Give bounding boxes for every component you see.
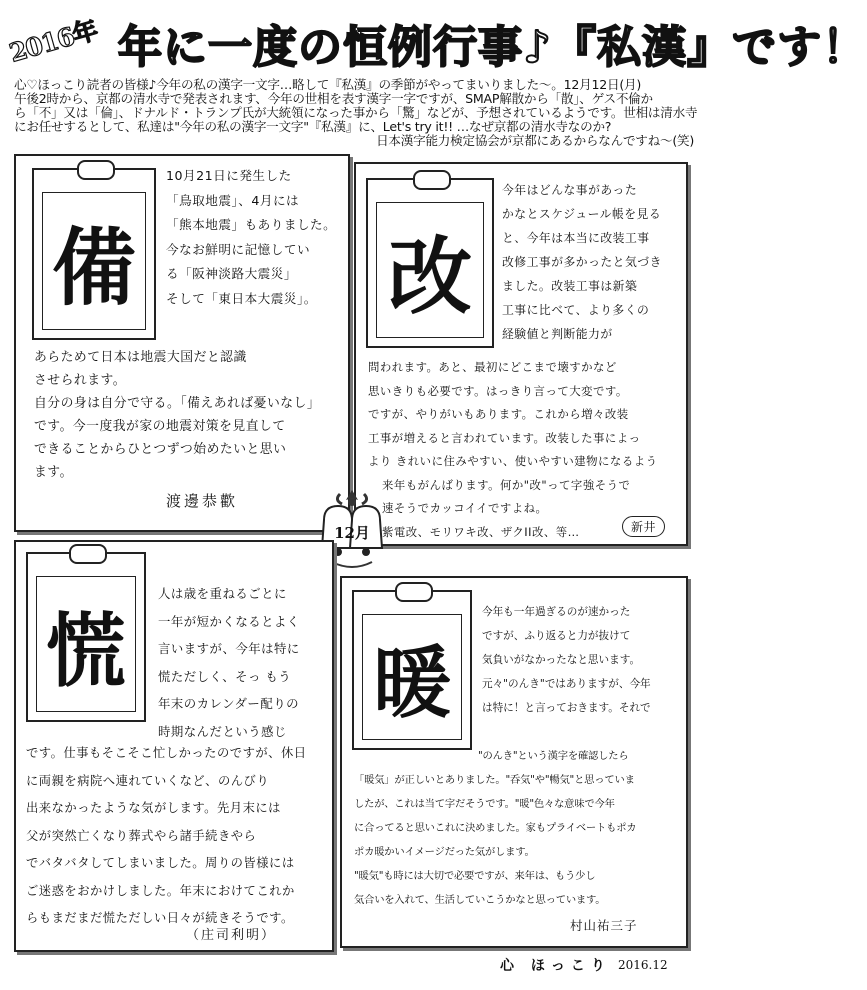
essay-line: 気合いを入れて、生活していこうかなと思っています。: [354, 894, 606, 906]
essay-line: ます。: [34, 465, 73, 480]
essay-line: 「暖気」が正しいとありました。"呑気"や"暢気"と思っていま: [354, 774, 635, 786]
essay-line: ですが、ふり返ると力が抜けて: [482, 630, 631, 642]
essay-line: 今年も一年過ぎるのが速かった: [482, 606, 631, 618]
intro-line: 午後2時から、京都の清水寺で発表されます、今年の世相を表す漢字一字ですが、SMAP解散から「散」、ゲス不倫か: [14, 91, 653, 106]
essay-line: 元々"のんき"ではありますが、今年: [482, 678, 651, 690]
footer-brand: 心 ほっこり: [500, 958, 611, 974]
essay-text-upper: [158, 580, 328, 745]
essay-panel-3: [14, 540, 334, 952]
essay-panel-4: [340, 576, 688, 948]
essay-line: "のんき"という漢字を確認したら: [478, 750, 629, 762]
essay-line: る「阪神淡路大震災」: [166, 266, 297, 281]
essay-line: らもまだまだ慌ただしい日々が続きそうです。: [26, 911, 294, 925]
essay-line: 年末のカレンダー配りの: [158, 696, 299, 711]
essay-line: 出来なかったような気がします。先月末には: [26, 801, 281, 815]
essay-line: 改修工事が多かったと気づき: [502, 255, 662, 269]
essay-line: でバタバタしてしまいました。周りの皆様には: [26, 856, 295, 870]
essay-line: に両親を病院へ連れていくなど、のんびり: [26, 773, 270, 788]
badge-label: 12月: [334, 524, 370, 542]
frame-clip: [69, 544, 107, 564]
essay-line: 経験値と判断能力が: [502, 327, 613, 341]
essay-line: 今なお鮮明に記憶してい: [166, 241, 311, 257]
intro-line: ら「不」又は「倫」、ドナルド・トランプ氏が大統領になった事から「驚」などが、予想されているようです。世相は清水寺: [14, 105, 698, 120]
essay-line: 工事が増えると言われています。改装した事によっ: [368, 430, 641, 445]
essay-line: は特に！と言っておきます。それで: [482, 702, 651, 714]
kanji-character: 暖: [372, 638, 451, 729]
intro-line: にお任せするとして、私達は"今年の私の漢字一文字"『私漢』に、Let's try it!! …なぜ京都の清水寺なのか?: [14, 119, 612, 134]
essay-line: あらためて日本は地震大国だと認識: [34, 350, 247, 365]
intro-line: 日本漢字能力検定協会が京都にあるからなんですね～(笑): [376, 133, 694, 148]
footer-date: 2016.12: [618, 958, 668, 972]
essay-line: できることからひとつずつ始めたいと思い: [34, 442, 287, 457]
essay-line: 「熊本地震」もありました。: [166, 217, 337, 232]
essay-line: 今年はどんな事があった: [502, 183, 638, 197]
signature: （庄司利明）: [186, 928, 277, 943]
essay-line: ご迷惑をおかけしました。年末におけてこれか: [26, 883, 295, 898]
essay-panel-2: [354, 162, 688, 546]
essay-line: 人は歳を重ねるごとに: [158, 586, 287, 601]
kanji-frame: [26, 552, 146, 722]
essay-line: ました。改装工事は新築: [502, 279, 638, 293]
essay-line: 「鳥取地震」、4月には: [166, 192, 300, 208]
kanji-frame: [352, 590, 472, 750]
essay-line: ですが、やりがいもあります。これから増々改装: [368, 407, 629, 421]
essay-line: 慌ただしく、そっ もう: [158, 668, 292, 684]
essay-line: ポカ暖かいイメージだった気がします。: [354, 846, 535, 858]
essay-text-upper: [166, 164, 342, 311]
essay-line: したが、これは当て字だそうです。"暖"色々な意味で今年: [354, 798, 615, 810]
essay-line: 一年が短かくなるとよく: [158, 613, 300, 629]
essay-line: 工事に比べて、より多くの: [502, 303, 650, 317]
year-tag: 2016年: [6, 15, 101, 68]
essay-line: させられます。: [34, 373, 127, 388]
kanji-character: 改: [387, 226, 472, 326]
essay-line: 問われます。あと、最初にどこまで壊すかなど: [368, 360, 617, 374]
essay-line: そして「東日本大震災」。: [166, 290, 317, 306]
essay-line: 速そうでカッコイイですよね。: [382, 501, 548, 515]
kanji-character: 備: [51, 217, 136, 317]
essay-text-lower: [354, 744, 684, 912]
frame-clip: [77, 160, 115, 180]
essay-line: 思いきりも必要です。はっきり言って大変です。: [368, 383, 628, 398]
essay-line: より きれいに住みやすい、使いやすい建物になるよう: [368, 454, 658, 468]
essay-panel-1: [14, 154, 350, 532]
essay-text-lower: [34, 346, 346, 484]
kanji-character: 慌: [46, 603, 126, 698]
essay-line: "暖気"も時には大切で必要ですが、来年は、もう少し: [354, 870, 596, 882]
frame-clip: [413, 170, 451, 190]
kanji-frame: [32, 168, 156, 340]
headline: 年に一度の恒例行事♪『私漢』です！: [118, 22, 867, 73]
intro-line: 心♡ほっこり読者の皆様♪今年の私の漢字一文字…略して『私漢』の季節がやってまいりました～。12月12日(月): [14, 77, 642, 92]
essay-line: です。仕事もそこそこ忙しかったのですが、休日: [26, 746, 307, 760]
essay-line: 父が突然亡くなり葬式やら諸手続きやら: [26, 828, 257, 843]
essay-line: 来年もがんばります。何か"改"って字強そうで: [382, 477, 631, 492]
frame-clip: [395, 582, 433, 602]
essay-line: と、今年は本当に改装工事: [502, 231, 650, 245]
essay-line: 自分の身は自分で守る。「備えあれば憂いなし」: [34, 396, 321, 411]
essay-line: 紫電改、モリワキ改、ザクII改、等…: [382, 524, 580, 539]
signature: 村山祐三子: [570, 918, 638, 933]
essay-text-upper: [502, 178, 682, 346]
essay-line: かなとスケジュール帳を見る: [502, 207, 662, 221]
essay-line: 言いますが、今年は特に: [158, 641, 300, 656]
essay-text-lower: [26, 740, 328, 933]
intro-paragraph: [14, 77, 698, 148]
signature: 渡邊恭歡: [166, 492, 239, 510]
signature: 新井: [622, 516, 665, 537]
kanji-frame: [366, 178, 494, 348]
essay-line: 気負いがなかったなと思います。: [482, 654, 641, 666]
essay-line: に合ってると思いこれに決めました。家もプライベートもポカ: [354, 822, 637, 834]
essay-line: です。今一度我が家の地震対策を見直して: [34, 419, 286, 434]
essay-line: 10月21日に発生した: [166, 168, 292, 183]
essay-line: 時期なんだという感じ: [158, 723, 287, 739]
essay-text-upper: [482, 600, 682, 720]
